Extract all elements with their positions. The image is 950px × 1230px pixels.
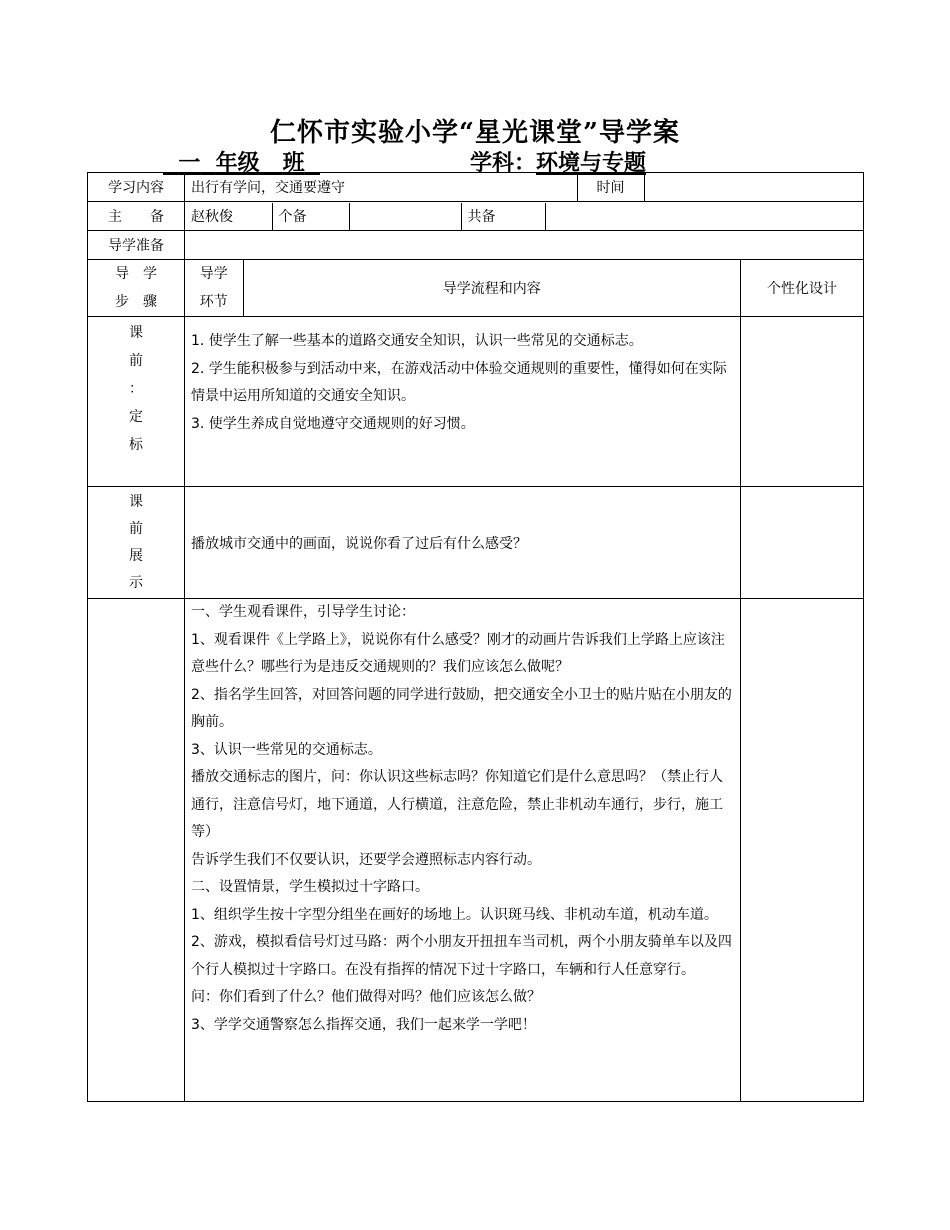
link-header-line2: 环节	[199, 294, 228, 310]
process-line: 二、设置情景，学生模拟过十字路口。	[191, 879, 429, 895]
show-label-char: 前	[129, 520, 143, 537]
process-label-cell	[88, 599, 185, 1102]
process-personal-cell	[741, 599, 864, 1102]
goals-label-char: 标	[129, 437, 143, 453]
process-line: 告诉学生我们不仅要认识，还要学会遵照标志内容行动。	[191, 851, 541, 868]
prep-label-cell	[88, 231, 185, 260]
goal-item: 3. 使学生养成自觉地遵守交通规则的好习惯。	[191, 415, 475, 432]
goals-label-char: 课	[129, 325, 143, 341]
prep-label: 导学准备	[108, 238, 164, 254]
time-label: 时间	[577, 174, 644, 201]
content-label-cell	[88, 173, 185, 202]
show-personal-cell	[741, 487, 864, 599]
grade-word: 年级	[215, 150, 260, 176]
personal-prep-value	[349, 203, 461, 230]
process-line: 3、学学交通警察怎么指挥交通，我们一起来学一学吧！	[191, 1016, 536, 1033]
subject-value: 环境与专题	[536, 150, 647, 176]
class-word: 班	[282, 150, 305, 176]
show-label	[88, 487, 185, 599]
group-prep-label: 共备	[461, 203, 545, 230]
subject-label: 学科：	[470, 150, 537, 176]
show-label-char: 展	[129, 547, 143, 564]
goals-label-char: 定	[129, 409, 143, 425]
content-row-cell	[185, 173, 864, 202]
group-prep-value	[545, 203, 863, 230]
goals-personal-cell	[741, 317, 864, 487]
main-prep-label: 主 备	[108, 209, 164, 225]
process-content	[185, 599, 741, 1102]
process-header: 导学流程和内容	[442, 281, 541, 297]
personal-design-header: 个性化设计	[741, 260, 864, 317]
goal-item: 1. 使学生了解一些基本的道路交通安全知识，认识一些常见的交通标志。	[191, 333, 643, 349]
process-line: 1、组织学生按十字型分组坐在画好的场地上。认识斑马线、非机动车道，机动车道。	[191, 906, 718, 923]
process-line: 问：你们看到了什么？他们做得对吗？他们应该怎么做？	[191, 989, 541, 1005]
process-line: 2、指名学生回答，对回答问题的同学进行鼓励，把交通安全小卫士的贴片贴在小朋友的胸前。	[191, 686, 732, 730]
process-line: 2、游戏，模拟看信号灯过马路：两个小朋友开扭扭车当司机，两个小朋友骑单车以及四个行人模拟过十字路口。在没有指挥的情况下过十字路口，车辆和行人任意穿行。	[191, 934, 732, 978]
goals-label	[88, 317, 185, 487]
steps-header-line1: 导 学	[115, 266, 157, 282]
steps-header	[88, 260, 185, 317]
goals-content	[185, 317, 741, 487]
link-header-line1: 导学	[199, 266, 228, 282]
goal-item: 2. 学生能积极参与到活动中来，在游戏活动中体验交通规则的重要性，懂得如何在实际情景中运用所知道的交通安全知识。	[191, 360, 727, 404]
goals-label-char: 前	[129, 353, 143, 369]
content-label: 学习内容	[108, 180, 164, 196]
process-line: 播放交通标志的图片，问：你认识这些标志吗？你知道它们是什么意思吗？（禁止行人通行，注意信号灯，地下通道，人行横道，注意危险，禁止非机动车通行，步行，施工等）	[191, 769, 723, 840]
document-title: 仁怀市实验小学“星光课堂”导学案	[270, 118, 680, 148]
prep-value	[185, 231, 864, 260]
show-content: 播放城市交通中的画面，说说你看了过后有什么感受？	[185, 487, 741, 599]
main-prep-label-cell	[88, 202, 185, 231]
content-value: 出行有学问，交通要遵守	[185, 174, 577, 201]
process-line: 3、认识一些常见的交通标志。	[191, 741, 382, 758]
process-line: 一、学生观看课件，引导学生讨论：	[191, 604, 415, 620]
time-value	[644, 174, 863, 201]
link-header	[185, 260, 243, 316]
process-line: 1、观看课件《上学路上》，说说你有什么感受？刚才的动画片告诉我们上学路上应该注意些什么？哪些行为是违反交通规则的？我们应该怎么做呢？	[191, 631, 725, 675]
main-prep-value: 赵秋俊	[185, 203, 272, 230]
goals-label-char: ：	[129, 381, 143, 397]
show-label-char: 课	[129, 493, 143, 510]
grade-number: 一	[178, 150, 201, 176]
prep-row-cell	[185, 202, 864, 231]
show-label-char: 示	[129, 574, 143, 591]
process-header-cell	[185, 260, 741, 317]
steps-header-line2: 步 骤	[115, 294, 157, 310]
lesson-plan-table	[87, 172, 864, 1102]
personal-prep-label: 个备	[272, 203, 349, 230]
